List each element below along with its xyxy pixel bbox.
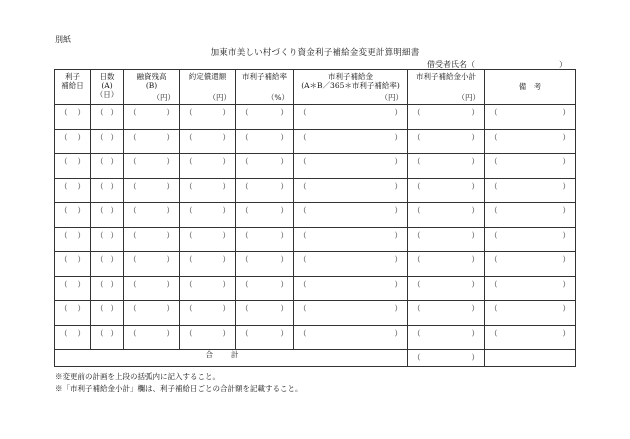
total-subtotal-cell[interactable]: （ ） [408,350,485,367]
table-cell[interactable]: （ ） [124,227,180,252]
total-label: 合計 [55,350,408,367]
table-cell[interactable]: （ ） [180,252,236,277]
table-cell[interactable]: （ ） [124,252,180,277]
table-cell[interactable]: （ ） [91,301,124,326]
table-cell[interactable]: （ ） [124,325,180,350]
table-cell[interactable]: （ ） [91,154,124,179]
table-cell[interactable]: （ ） [236,203,294,228]
table-cell[interactable]: （ ） [180,154,236,179]
table-row [55,325,576,350]
table-row [55,252,576,277]
note-1: ※変更前の計画を上段の括弧内に記入すること。 [55,372,220,381]
table-cell[interactable]: （ ） [294,154,408,179]
table-cell[interactable]: （ ） [236,178,294,203]
table-cell[interactable]: （ ） [124,178,180,203]
table-row [55,227,576,252]
table-cell[interactable]: （ ） [294,227,408,252]
table-cell[interactable]: （ ） [485,105,576,130]
table-cell[interactable]: （ ） [408,301,485,326]
table-cell[interactable]: （ ） [294,301,408,326]
table-row [55,301,576,326]
table-cell[interactable]: （ ） [91,129,124,154]
total-remarks-cell[interactable] [485,350,576,367]
table-cell[interactable]: （ ） [236,276,294,301]
table-cell[interactable]: （ ） [236,252,294,277]
table-cell[interactable]: （ ） [485,301,576,326]
table-cell[interactable]: （ ） [236,129,294,154]
borrower-label: 借受者氏名（ [427,60,475,69]
table-cell[interactable]: （ ） [55,276,91,301]
header-repayment: 約定償還額 （円） [180,70,236,105]
table-cell[interactable]: （ ） [294,129,408,154]
header-row [55,70,576,105]
total-row [55,350,576,367]
table-cell[interactable]: （ ） [91,105,124,130]
table-row [55,178,576,203]
table-cell[interactable]: （ ） [55,325,91,350]
table-cell[interactable]: （ ） [485,252,576,277]
table-cell[interactable]: （ ） [236,227,294,252]
table-cell[interactable]: （ ） [294,276,408,301]
header-remarks: 備 考 [485,70,576,105]
table-cell[interactable]: （ ） [485,276,576,301]
table-cell[interactable]: （ ） [55,203,91,228]
table-cell[interactable]: （ ） [408,227,485,252]
table-cell[interactable]: （ ） [294,105,408,130]
table-cell[interactable]: （ ） [55,301,91,326]
table-cell[interactable]: （ ） [124,203,180,228]
table-row [55,276,576,301]
table-cell[interactable]: （ ） [91,325,124,350]
table-cell[interactable]: （ ） [485,203,576,228]
table-cell[interactable]: （ ） [180,325,236,350]
header-loan-balance: 融資残高 (B) （円） [124,70,180,105]
table-cell[interactable]: （ ） [485,325,576,350]
header-subtotal: 市利子補給金小計 （円） [408,70,485,105]
table-cell[interactable]: （ ） [124,154,180,179]
table-cell[interactable]: （ ） [485,154,576,179]
notes [55,371,303,395]
table-cell[interactable]: （ ） [408,203,485,228]
table-cell[interactable]: （ ） [294,325,408,350]
table-cell[interactable]: （ ） [180,129,236,154]
table-cell[interactable]: （ ） [91,276,124,301]
borrower-close: ） [559,60,567,69]
table-cell[interactable]: （ ） [91,227,124,252]
table-cell[interactable]: （ ） [91,252,124,277]
table-cell[interactable]: （ ） [124,129,180,154]
table-row [55,154,576,179]
table-cell[interactable]: （ ） [55,129,91,154]
header-subsidy: 市利子補給金 (A＊B／365＊市利子補給率) （円） [294,70,408,105]
header-days: 日数 (A) （日） [91,70,124,105]
header-rate: 市利子補給率 （%） [236,70,294,105]
note-2: ※「市利子補給金小計」欄は、利子補給日ごとの合計額を記載すること。 [55,384,303,393]
table-cell[interactable]: （ ） [408,252,485,277]
calculation-table [54,69,576,367]
table-cell[interactable]: （ ） [294,203,408,228]
table-cell[interactable]: （ ） [236,154,294,179]
table-cell[interactable]: （ ） [55,252,91,277]
table-cell[interactable]: （ ） [180,105,236,130]
table-cell[interactable]: （ ） [294,252,408,277]
table-cell[interactable]: （ ） [180,178,236,203]
table-cell[interactable]: （ ） [91,178,124,203]
table-cell[interactable]: （ ） [180,301,236,326]
annex-label: 別紙 [55,35,71,44]
table-cell[interactable]: （ ） [485,178,576,203]
table-cell[interactable]: （ ） [408,154,485,179]
table-cell[interactable]: （ ） [236,105,294,130]
table-cell[interactable]: （ ） [55,154,91,179]
table-cell[interactable]: （ ） [485,227,576,252]
table-row [55,129,576,154]
table-cell[interactable]: （ ） [180,227,236,252]
table-cell[interactable]: （ ） [55,227,91,252]
table-cell[interactable]: （ ） [91,203,124,228]
header-interest-date: 利子 補給日 [55,70,91,105]
table-cell[interactable]: （ ） [408,276,485,301]
table-cell[interactable]: （ ） [124,105,180,130]
table-cell[interactable]: （ ） [55,105,91,130]
table-cell[interactable]: （ ） [408,325,485,350]
table-row [55,203,576,228]
table-cell[interactable]: （ ） [124,276,180,301]
table-cell[interactable]: （ ） [236,301,294,326]
table-cell[interactable]: （ ） [408,105,485,130]
table-cell[interactable]: （ ） [180,203,236,228]
table-cell[interactable]: （ ） [408,129,485,154]
table-cell[interactable]: （ ） [408,178,485,203]
document-title: 加東市美しい村づくり資金利子補給金変更計算明細書 [210,48,420,58]
table-row [55,105,576,130]
table-cell[interactable]: （ ） [236,325,294,350]
table-cell[interactable]: （ ） [294,178,408,203]
table-cell[interactable]: （ ） [180,276,236,301]
table-cell[interactable]: （ ） [124,301,180,326]
table-cell[interactable]: （ ） [485,129,576,154]
table-cell[interactable]: （ ） [55,178,91,203]
